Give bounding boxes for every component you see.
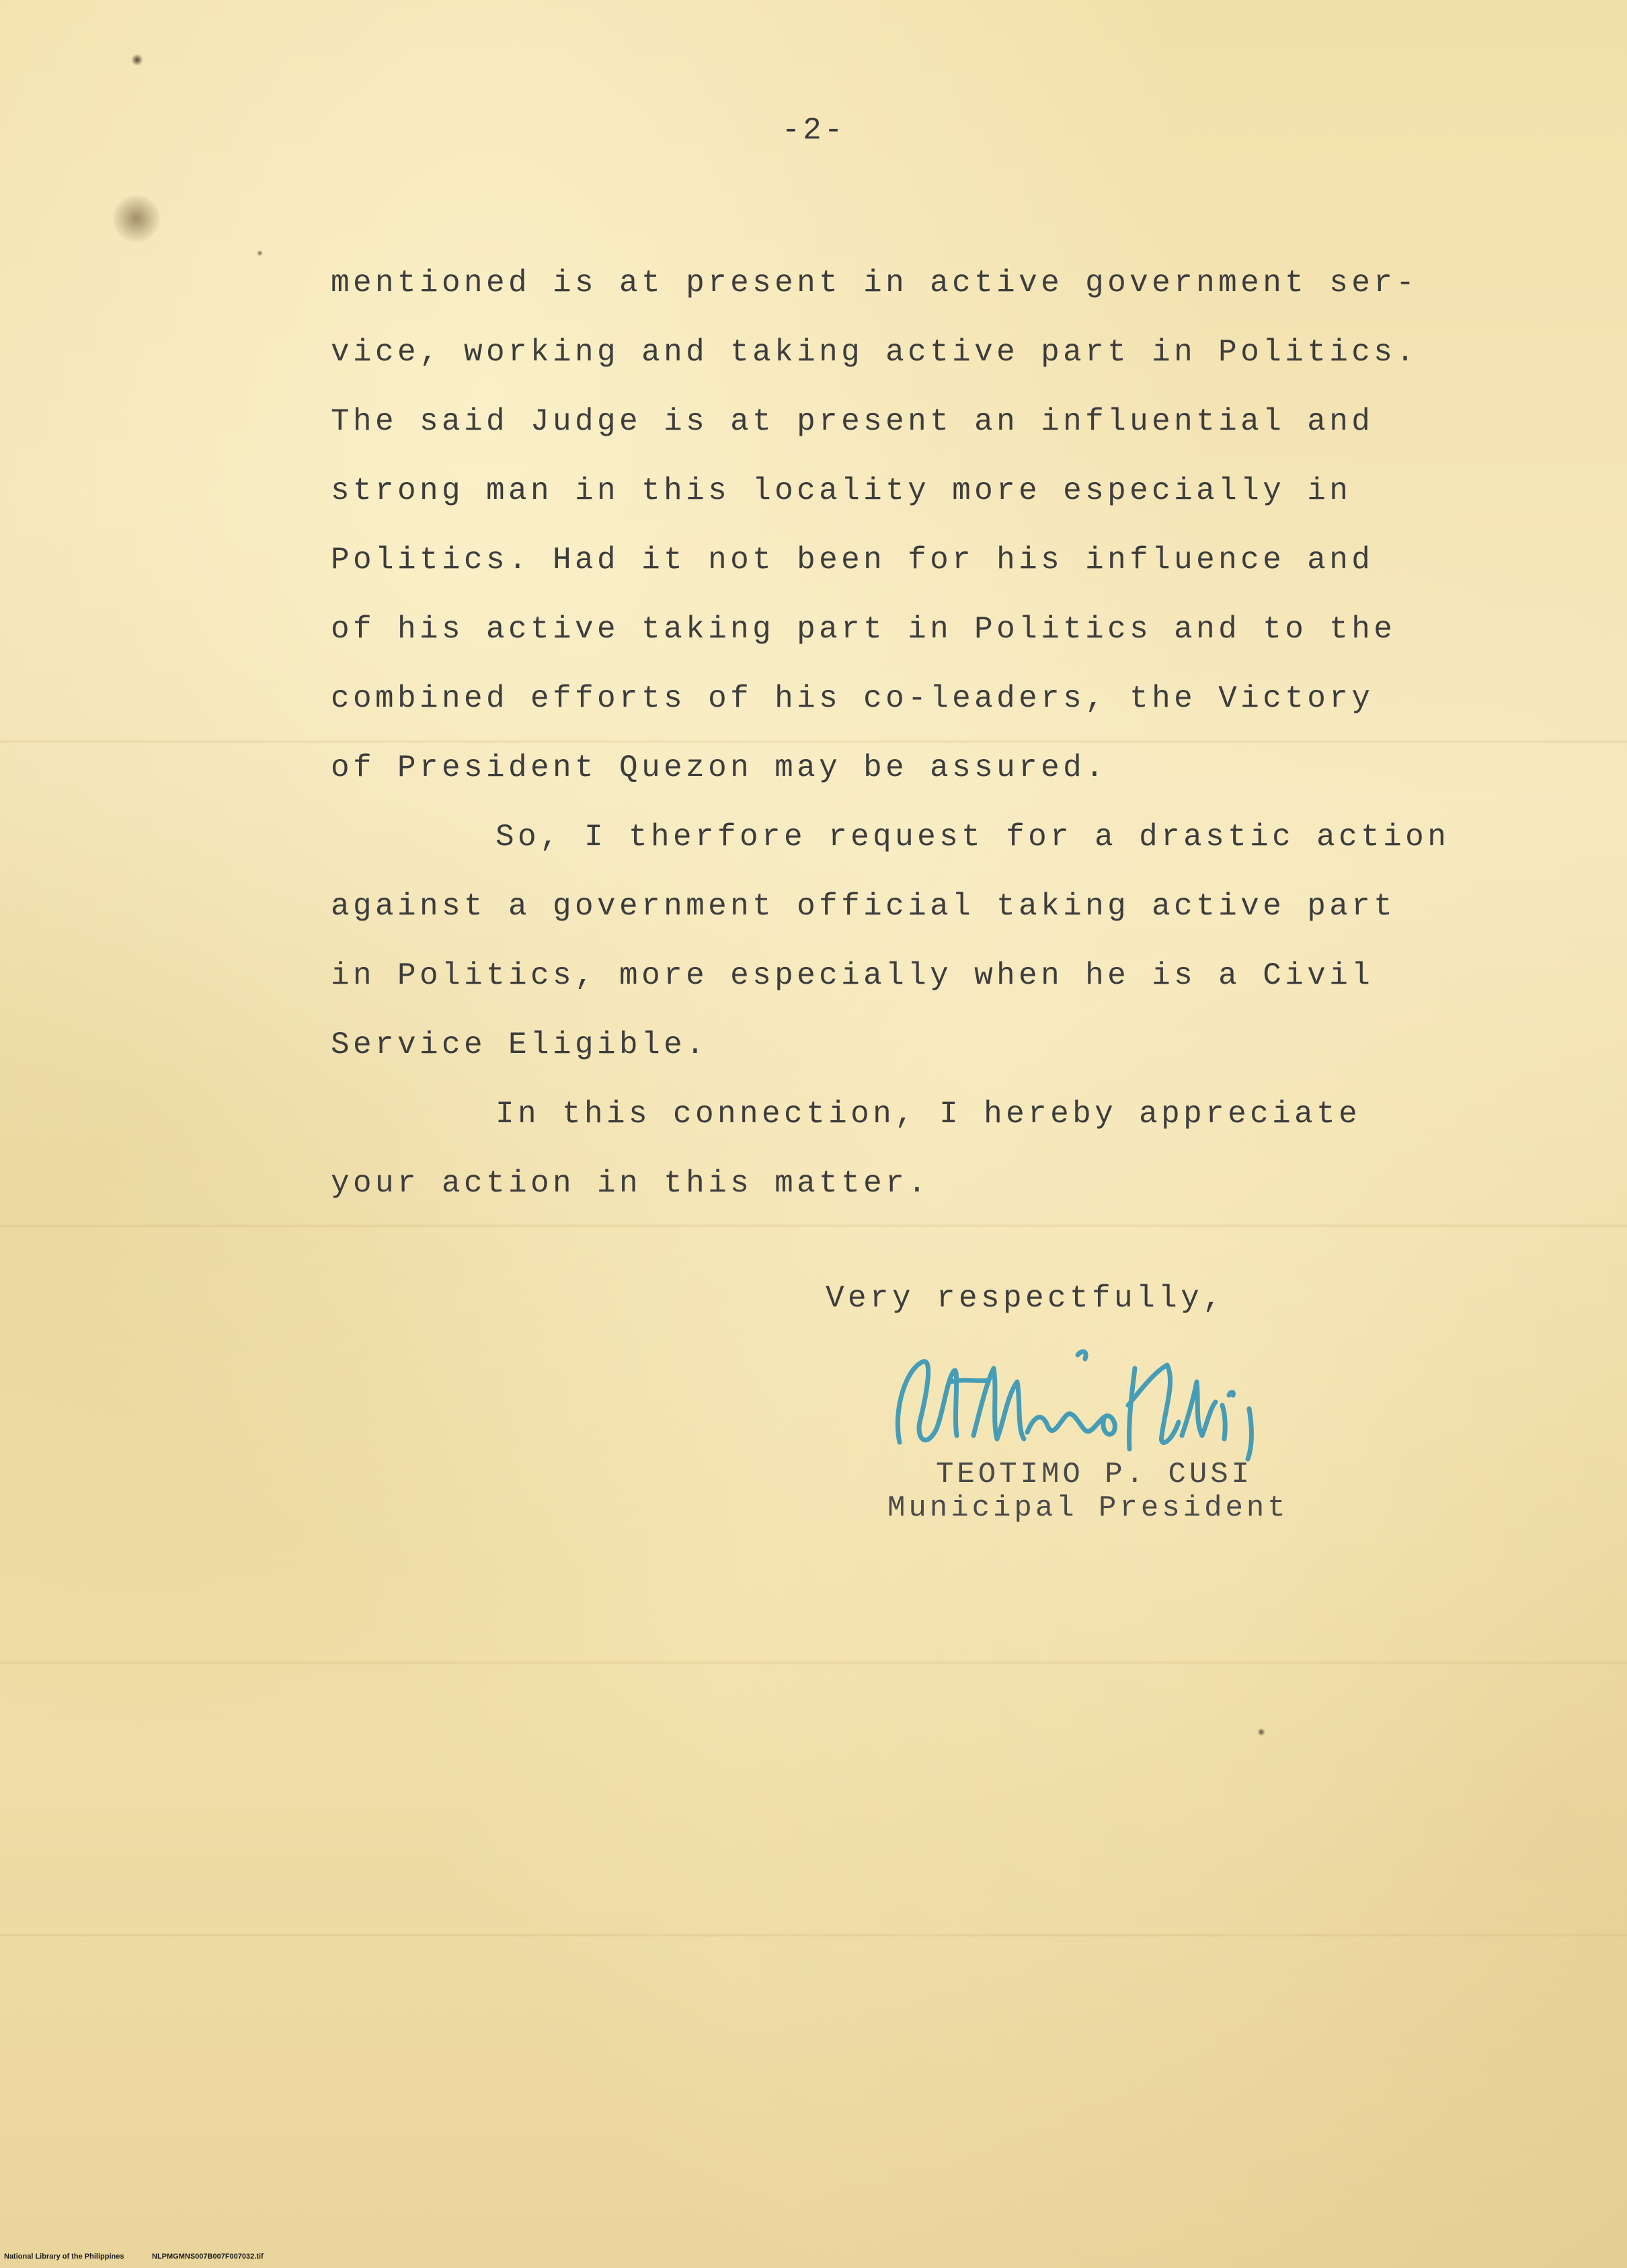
archive-filename: NLPMGMNS007B007F007032.tif	[152, 2253, 264, 2261]
paper-crease	[0, 1661, 1627, 1665]
text-line: your action in this matter.	[331, 1166, 930, 1201]
ink-spot	[257, 250, 263, 256]
page-number: -2-	[781, 113, 846, 148]
closing-salutation: Very respectfully,	[826, 1281, 1226, 1316]
text-line: of President Quezon may be assured.	[331, 750, 1108, 785]
text-line: vice, working and taking active part in Politics.	[331, 335, 1419, 370]
text-line: mentioned is at present in active government ser-	[331, 266, 1419, 301]
text-line: in Politics, more especially when he is a Civil	[331, 958, 1374, 993]
text-line: In this connection, I hereby appreciate	[495, 1097, 1361, 1132]
letter-body	[331, 249, 1474, 1218]
text-line: against a government official taking active part	[331, 889, 1396, 924]
ink-spot	[131, 54, 143, 66]
handwritten-signature	[886, 1341, 1263, 1469]
text-line: Politics. Had it not been for his influence and	[331, 543, 1374, 578]
text-line: So, I therfore request for a drastic action	[495, 820, 1450, 855]
text-line: The said Judge is at present an influential and	[331, 404, 1374, 439]
paper-crease	[0, 1933, 1627, 1937]
text-line: of his active taking part in Politics and to the	[331, 612, 1396, 647]
signatory-name: TEOTIMO P. CUSI	[936, 1458, 1253, 1491]
signatory-title: Municipal President	[887, 1491, 1289, 1525]
text-line: combined efforts of his co-leaders, the Victory	[331, 681, 1374, 716]
paper-crease	[0, 1224, 1627, 1228]
ink-stain	[113, 195, 160, 242]
archive-credit: National Library of the Philippines	[4, 2253, 124, 2261]
text-line: strong man in this locality more especially in	[331, 473, 1352, 508]
ink-spot	[1257, 1728, 1265, 1736]
text-line: Service Eligible.	[331, 1027, 709, 1062]
